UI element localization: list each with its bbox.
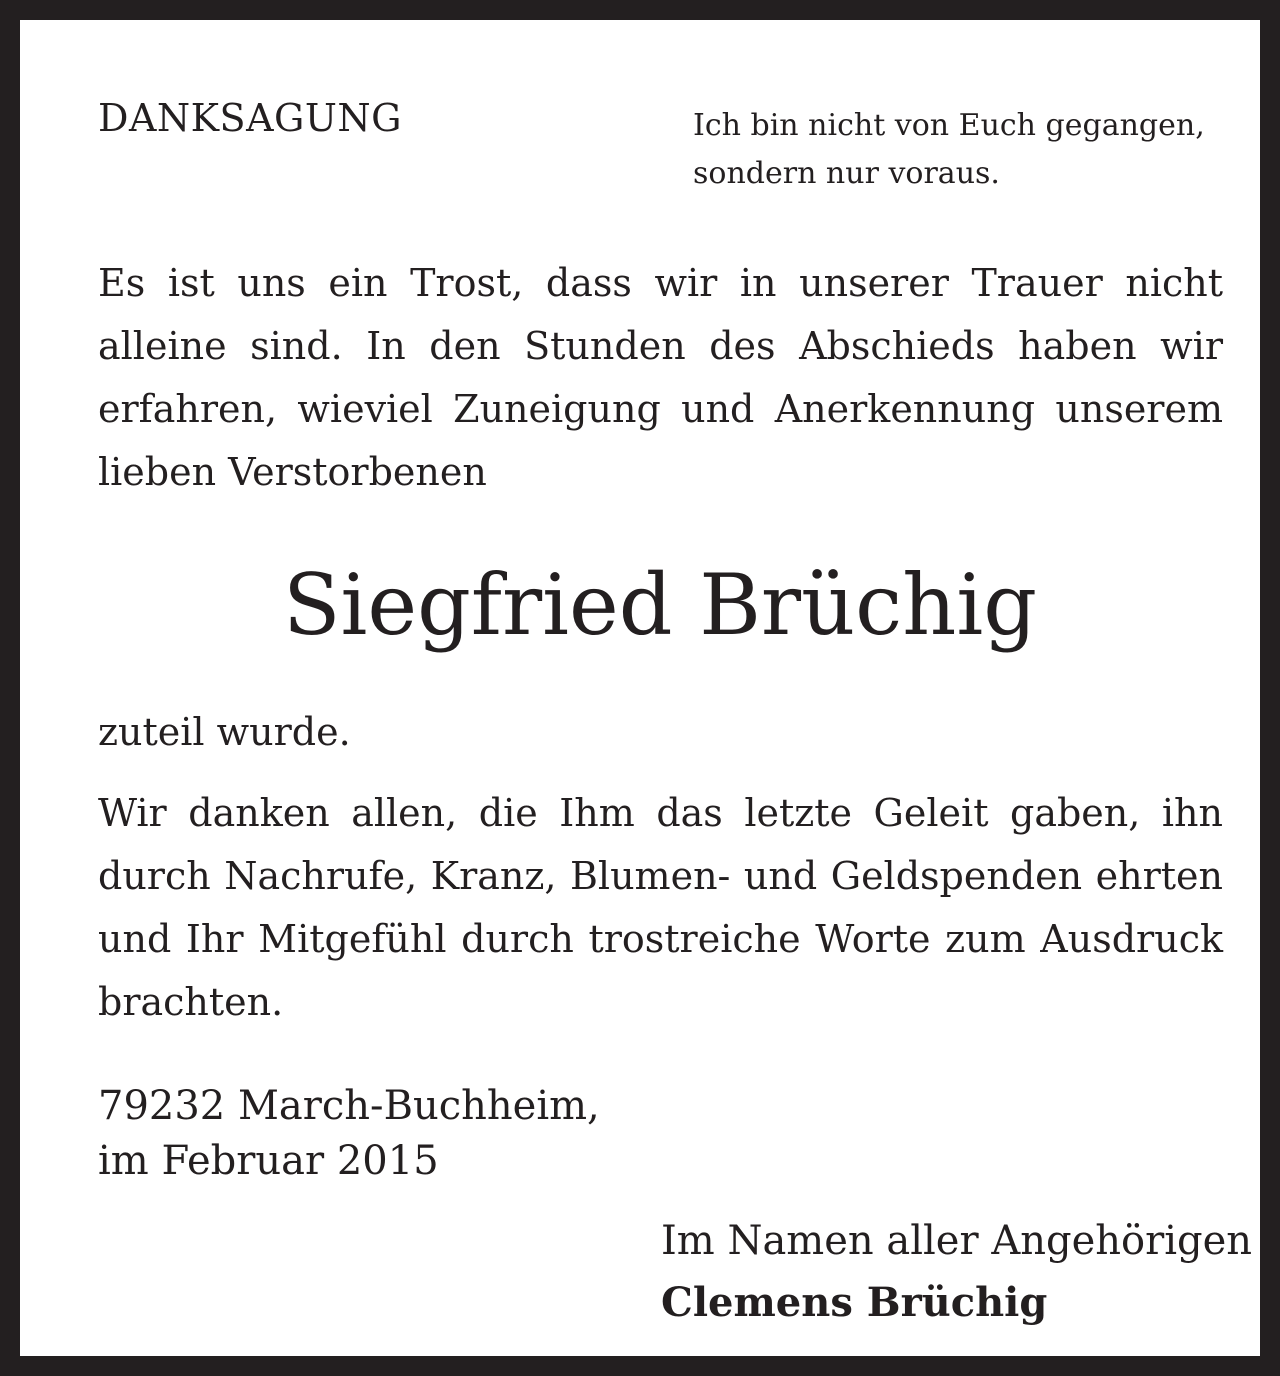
motto-line-1: Ich bin nicht von Euch gegangen, [693, 108, 1205, 143]
place-and-date [98, 1079, 600, 1189]
signer-name: Clemens Brüchig [661, 1279, 1048, 1326]
place-line: 79232 March-Buchheim, [98, 1083, 600, 1129]
motto-line-2: sondern nur voraus. [693, 156, 1000, 191]
date-line: im Februar 2015 [98, 1138, 439, 1184]
deceased-name: Siegfried Brüchig [283, 556, 1037, 654]
signoff-line: Im Namen aller Angehörigen [661, 1218, 1253, 1264]
notice-heading: DANKSAGUNG [98, 96, 403, 140]
gratitude-paragraph: Es ist uns ein Trost, dass wir in unserer Trauer nicht alleine sind. In den Stunden des Abschieds haben wir erfahren, wieviel Zuneigung und Anerkennung unserem lieben Verstorbenen [98, 261, 1223, 494]
motto-quote [693, 102, 1205, 198]
continuation-text: zuteil wurde. [98, 710, 351, 754]
thanks-paragraph: Wir danken allen, die Ihm das letzte Geleit gaben, ihn durch Nachrufe, Kranz, Blumen- und Geldspenden ehrten und Ihr Mitgefühl durch trostreiche Worte zum Ausdruck brachten. [98, 791, 1223, 1024]
signoff [661, 1210, 1252, 1334]
